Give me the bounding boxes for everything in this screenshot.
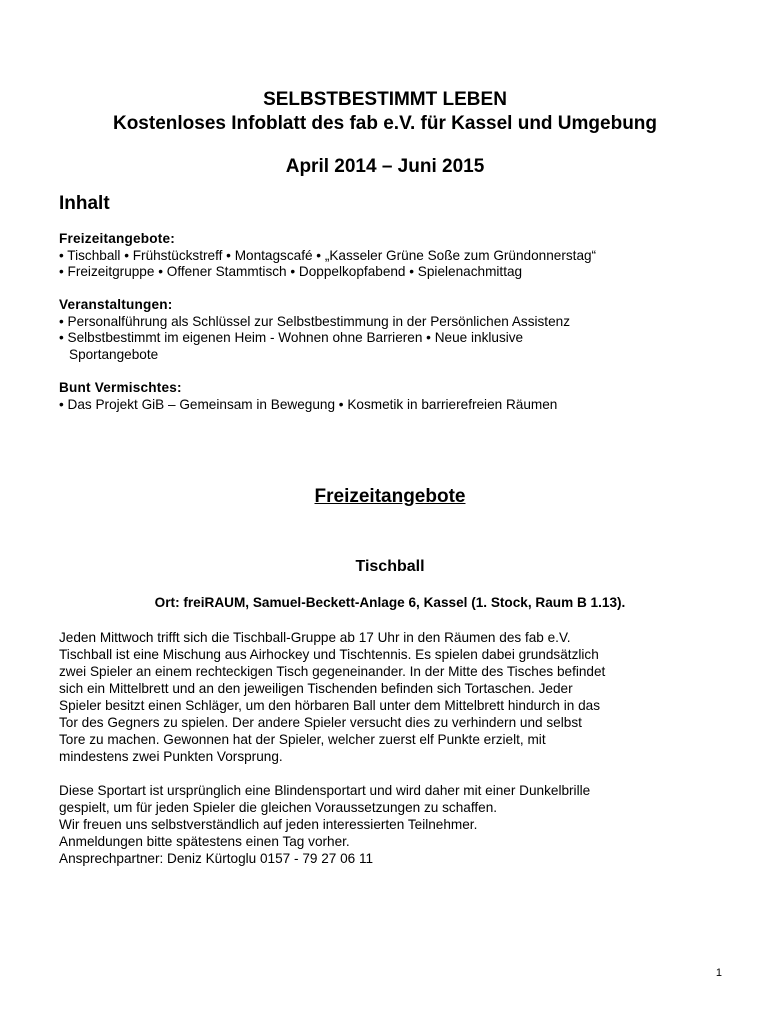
page-number: 1 bbox=[715, 967, 722, 979]
contents-section-bunt-vermischtes bbox=[59, 380, 719, 413]
section-title: Freizeitangebote: bbox=[59, 231, 175, 246]
section-line: • Tischball • Frühstückstreff • Montagscafé • „Kasseler Grüne Soße zum Gründonnerstag“ bbox=[59, 247, 597, 263]
date-range: April 2014 – Juni 2015 bbox=[285, 156, 485, 177]
section-title: Veranstaltungen: bbox=[59, 297, 173, 312]
section-heading-freizeitangebote: Freizeitangebote bbox=[314, 486, 466, 507]
section-line: • Selbstbestimmt im eigenen Heim - Wohnen ohne Barrieren • Neue inklusive bbox=[59, 330, 524, 346]
section-line: • Freizeitgruppe • Offener Stammtisch • Doppelkopfabend • Spielenachmittag bbox=[59, 264, 523, 280]
section-title: Bunt Vermischtes: bbox=[59, 380, 182, 395]
paragraph-line: Anmeldungen bitte spätestens einen Tag vorher. bbox=[59, 834, 350, 849]
article-paragraph-2 bbox=[59, 782, 739, 867]
paragraph-line: zwei Spieler an einem rechteckigen Tisch gegeneinander. In der Mitte des Tisches befindet bbox=[59, 664, 606, 679]
contents-section-veranstaltungen bbox=[59, 297, 719, 363]
document-subtitle: Kostenloses Infoblatt des fab e.V. für Kassel und Umgebung bbox=[112, 113, 658, 134]
paragraph-line: gespielt, um für jeden Spieler die gleichen Voraussetzungen zu schaffen. bbox=[59, 800, 498, 815]
paragraph-line: Diese Sportart ist ursprünglich eine Blindensportart und wird daher mit einer Dunkelbrille bbox=[59, 783, 591, 798]
paragraph-line: Spieler besitzt einen Schläger, um den hörbaren Ball unter dem Mittelbrett hindurch in das bbox=[59, 698, 601, 713]
section-line: • Personalführung als Schlüssel zur Selbstbestimmung in der Persönlichen Assistenz bbox=[59, 313, 571, 329]
article-location: Ort: freiRAUM, Samuel-Beckett-Anlage 6, Kassel (1. Stock, Raum B 1.13). bbox=[154, 595, 626, 610]
document-title: SELBSTBESTIMMT LEBEN bbox=[263, 89, 507, 110]
paragraph-line: Tor des Gegners zu spielen. Der andere Spieler versucht dies zu verhindern und selbst bbox=[59, 715, 582, 730]
paragraph-line: Tischball ist eine Mischung aus Airhockey und Tischtennis. Es spielen dabei grundsätzlich bbox=[59, 647, 599, 662]
contents-heading: Inhalt bbox=[59, 193, 110, 214]
article-paragraph-1 bbox=[59, 629, 739, 765]
paragraph-line: sich ein Mittelbrett und an den jeweiligen Tischenden befinden sich Tortaschen. Jeder bbox=[59, 681, 573, 696]
paragraph-line: Jeden Mittwoch trifft sich die Tischball-Gruppe ab 17 Uhr in den Räumen des fab e.V. bbox=[59, 630, 571, 645]
paragraph-line: Wir freuen uns selbstverständlich auf jeden interessierten Teilnehmer. bbox=[59, 817, 478, 832]
section-line: • Das Projekt GiB – Gemeinsam in Bewegung • Kosmetik in barrierefreien Räumen bbox=[59, 396, 558, 412]
paragraph-line: Tore zu machen. Gewonnen hat der Spieler, welcher zuerst elf Punkte erzielt, mit bbox=[59, 732, 546, 747]
paragraph-line: mindestens zwei Punkten Vorsprung. bbox=[59, 749, 283, 764]
contact-line: Ansprechpartner: Deniz Kürtoglu 0157 - 79 27 06 11 bbox=[59, 851, 374, 866]
article-title: Tischball bbox=[355, 558, 425, 575]
contents-section-freizeitangebote bbox=[59, 231, 719, 281]
section-line: Sportangebote bbox=[69, 346, 159, 362]
